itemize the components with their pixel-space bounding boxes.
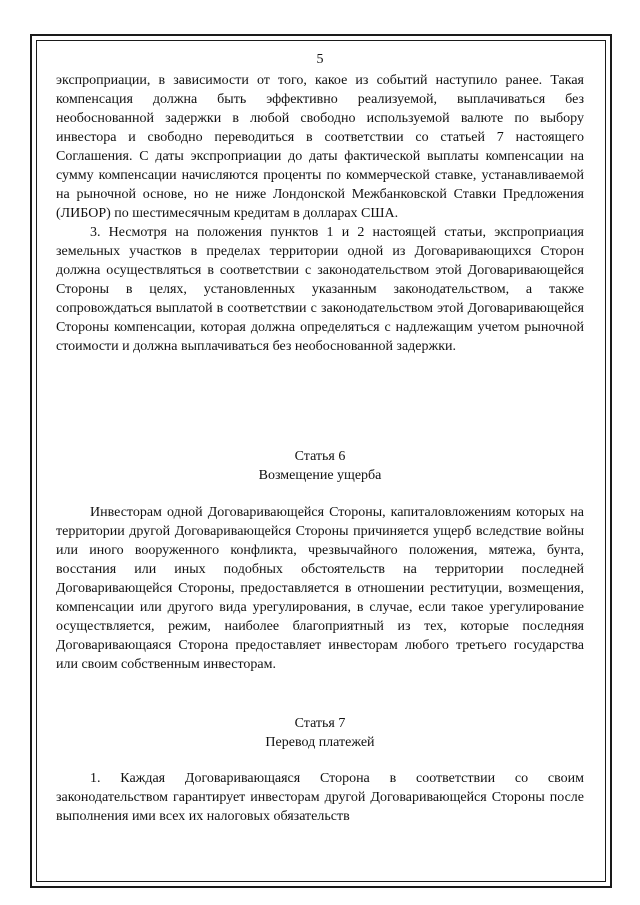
article-7-number: Статья 7 [294, 716, 346, 731]
paragraph-land-expropriation: 3. Несмотря на положения пунктов 1 и 2 настоящей статьи, экспроприация земельных участков в пределах территории одной из Договаривающихся Сторон должна осуществляться в соответствии с законодательством этой Договаривающейся Стороны в целях, установленных указанным законодательством, а также сопровождаться выплатой в соответствии с законодательством этой Договаривающейся Стороны компенсации, которая должна определяться с надлежащим учетом рыночной стоимости и должна выплачиваться без необоснованной задержки. [56, 225, 584, 354]
article-7-paragraph-1: 1. Каждая Договаривающаяся Сторона в соответствии со своим законодательством гарантирует инвесторам другой Договаривающейся Стороны после выполнения ими всех их налоговых обязательств [56, 771, 584, 824]
article-7-title: Перевод платежей [265, 735, 375, 750]
section-expropriation [56, 71, 584, 356]
article-6-title: Возмещение ущерба [258, 468, 382, 483]
article-7-body [56, 769, 584, 826]
article-6-number: Статья 6 [294, 449, 346, 464]
article-6-paragraph: Инвесторам одной Договаривающейся Стороны, капиталовложениям которых на территории другой Договаривающейся Стороны причиняется ущерб вследствие войны или иного вооруженного конфликта, чрезвычайного положения, мятежа, бунта, восстания или иных подобных обстоятельств на территории последней Договаривающейся Стороны, предоставляется в отношении реституции, возмещения, компенсации или другого вида урегулирования, в случае, если такое урегулирование осуществляется, режим, наиболее благоприятный из тех, которые последняя Договаривающаяся Сторона предоставляет инвесторам любого третьего государства или своим собственным инвесторам. [56, 505, 584, 672]
page-number: 5 [316, 52, 324, 67]
article-6-body [56, 503, 584, 674]
paragraph-expropriation-compensation: экспроприации, в зависимости от того, какое из событий наступило ранее. Такая компенсация должна быть эффективно реализуемой, выплачиваться без необоснованной задержки в любой свободно используемой валюте по выбору инвестора и свободно переводиться в соответствии со статьей 7 настоящего Соглашения. С даты экспроприации до даты фактической выплаты компенсации на сумму компенсации начисляются проценты по коммерческой ставке, устанавливаемой на рыночной основе, но не ниже Лондонской Межбанковской Ставки Предложения (ЛИБОР) по шестимесячным кредитам в долларах США. [56, 73, 584, 221]
article-6-heading [0, 447, 640, 485]
article-7-heading [0, 714, 640, 752]
